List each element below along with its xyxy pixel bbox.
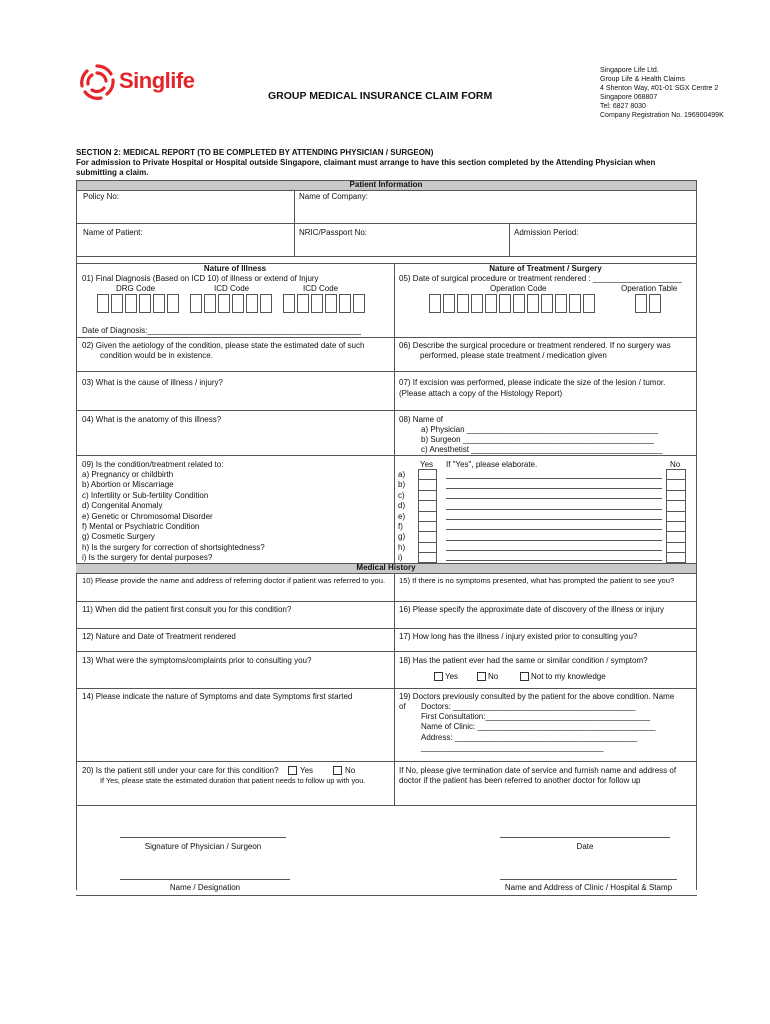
q18-yes-checkbox[interactable] bbox=[434, 672, 443, 681]
q04-label: 04) What is the anatomy of this illness? bbox=[82, 415, 222, 424]
q02-label: 02) Given the aetiology of the condition, please state the estimated date of such bbox=[82, 341, 365, 350]
q06-label-cont: performed, please state treatment / medication given bbox=[420, 351, 607, 360]
operation-table-label: Operation Table bbox=[621, 284, 678, 293]
q20-termination-label-cont: doctor if the patient has been referred to another doctor for follow up bbox=[399, 776, 641, 785]
q09-no-header: No bbox=[670, 460, 681, 469]
q07-field[interactable] bbox=[395, 372, 696, 410]
q09-letter-list: a) b) c) d) e) f) g) h) i) bbox=[398, 470, 406, 563]
q06-label: 06) Describe the surgical procedure or treatment rendered. If no surgery was bbox=[399, 341, 671, 350]
singlife-logo bbox=[77, 62, 202, 102]
q15-field[interactable] bbox=[395, 573, 696, 601]
q18-not-known-checkbox[interactable] bbox=[520, 672, 529, 681]
q03-label: 03) What is the cause of illness / injury? bbox=[82, 378, 223, 387]
q09-yes-checkbox-column[interactable] bbox=[418, 469, 437, 563]
clinic-stamp-line[interactable] bbox=[500, 879, 677, 880]
address-line: Tel: 6827 8030 bbox=[600, 103, 646, 110]
nric-field[interactable] bbox=[295, 224, 509, 256]
q19-doctors-line[interactable]: Doctors: _________________________________________ bbox=[421, 702, 636, 711]
q13-label: 13) What were the symptoms/complaints prior to consulting you? bbox=[82, 656, 312, 665]
icd-code-label-2: ICD Code bbox=[303, 284, 339, 293]
company-name-label: Name of Company: bbox=[299, 192, 368, 201]
patient-name-field[interactable] bbox=[77, 224, 294, 256]
q12-label: 12) Nature and Date of Treatment rendered bbox=[82, 632, 236, 641]
q18-yes-label: Yes bbox=[445, 672, 459, 681]
nature-of-treatment-heading: Nature of Treatment / Surgery bbox=[489, 264, 602, 273]
q18-no-checkbox[interactable] bbox=[477, 672, 486, 681]
address-line: Company Registration No. 196900499K bbox=[600, 112, 724, 119]
admission-period-label: Admission Period: bbox=[514, 228, 579, 237]
address-line: Singapore 068807 bbox=[600, 94, 658, 101]
q09-item: e) Genetic or Chromosomal Disorder bbox=[82, 511, 213, 521]
q09-item: c) Infertility or Sub-fertility Condition bbox=[82, 490, 209, 500]
q16-field[interactable] bbox=[395, 602, 696, 628]
q09-item: d) Congenital Anomaly bbox=[82, 501, 163, 511]
nric-label: NRIC/Passport No: bbox=[299, 228, 368, 237]
q09-item: a) Pregnancy or childbirth bbox=[82, 470, 174, 479]
name-designation-line[interactable] bbox=[120, 879, 290, 880]
q19-address-line[interactable]: Address: _________________________________________ bbox=[421, 732, 638, 742]
q10-label: 10) Please provide the name and address of referring doctor if patient was referred to you. bbox=[82, 576, 386, 585]
q18-label: 18) Has the patient ever had the same or similar condition / symptom? bbox=[399, 656, 648, 665]
admission-period-field[interactable] bbox=[510, 224, 695, 256]
q20-no-label: No bbox=[345, 766, 356, 775]
q11-field[interactable] bbox=[77, 602, 394, 628]
q20-termination-label: If No, please give termination date of service and furnish name and address of bbox=[399, 766, 677, 775]
q09-item: i) Is the surgery for dental purposes? bbox=[82, 553, 213, 563]
physician-signature-label: Signature of Physician / Surgeon bbox=[144, 842, 262, 851]
section-title: SECTION 2: MEDICAL REPORT (TO BE COMPLETED BY ATTENDING PHYSICIAN / SURGEON) bbox=[76, 148, 434, 157]
medical-history-heading: Medical History bbox=[356, 563, 416, 572]
q08-physician-line[interactable]: a) Physician ___________________________________________ bbox=[421, 425, 659, 434]
q14-field[interactable] bbox=[77, 689, 394, 761]
patient-info-heading: Patient Information bbox=[349, 180, 423, 189]
q07-label: 07) If excision was performed, please indicate the size of the lesion / tumor. bbox=[399, 378, 666, 387]
q19-lines[interactable] bbox=[421, 702, 655, 753]
q15-label: 15) If there is no symptoms presented, what has prompted the patient to see you? bbox=[399, 576, 675, 585]
clinic-stamp-label: Name and Address of Clinic / Hospital & Stamp bbox=[504, 883, 673, 892]
drg-code-label: DRG Code bbox=[116, 284, 156, 293]
q19-of-label: of bbox=[399, 702, 406, 711]
nature-of-illness-heading: Nature of Illness bbox=[203, 264, 267, 273]
q08-anesthetist-line[interactable]: c) Anesthetist ___________________________________________ bbox=[421, 445, 663, 454]
operation-code-label: Operation Code bbox=[490, 284, 547, 293]
q11-label: 11) When did the patient first consult you for this condition? bbox=[82, 605, 292, 614]
insurer-address bbox=[600, 66, 724, 120]
q19-clinic-line[interactable]: Name of Clinic: ________________________________________ bbox=[421, 722, 656, 732]
form-title: GROUP MEDICAL INSURANCE CLAIM FORM bbox=[268, 90, 493, 102]
date-label: Date bbox=[576, 842, 594, 851]
q09-item: b) Abortion or Miscarriage bbox=[82, 480, 174, 490]
q17-label: 17) How long has the illness / injury existed prior to consulting you? bbox=[399, 632, 638, 641]
section-instruction: For admission to Private Hospital or Hospital outside Singapore, claimant must arrange to have this section completed by the Attending Physician when submitting a claim. bbox=[76, 158, 656, 177]
patient-name-label: Name of Patient: bbox=[83, 228, 143, 237]
q09-item: h) Is the surgery for correction of shortsightedness? bbox=[82, 542, 265, 552]
date-of-diagnosis-label: Date of Diagnosis:________________________________________________ bbox=[82, 326, 361, 335]
physician-signature-line[interactable] bbox=[120, 837, 286, 838]
q07-label-cont: (Please attach a copy of the Histology Report) bbox=[399, 389, 563, 398]
q08-surgeon-line[interactable]: b) Surgeon ___________________________________________ bbox=[421, 435, 655, 444]
q19-address-line-2[interactable]: _________________________________________ bbox=[421, 742, 604, 752]
q01-label: 01) Final Diagnosis (Based on ICD 10) of illness or extend of Injury bbox=[82, 274, 319, 283]
q09-list bbox=[82, 470, 265, 564]
q20-no-checkbox[interactable] bbox=[333, 766, 342, 775]
q12-field[interactable] bbox=[77, 629, 394, 651]
q17-field[interactable] bbox=[395, 629, 696, 651]
q09-no-checkbox-column[interactable] bbox=[666, 469, 686, 563]
q19-first-consultation-line[interactable]: First Consultation:_____________________________________ bbox=[421, 712, 651, 722]
policy-no-field[interactable] bbox=[77, 190, 294, 223]
company-name-field[interactable] bbox=[295, 190, 695, 223]
q09-yes-header: Yes bbox=[420, 460, 434, 469]
q18-not-known-label: Not to my knowledge bbox=[531, 672, 606, 681]
q14-label: 14) Please indicate the nature of Symptoms and date Symptoms first started bbox=[82, 692, 353, 701]
q02-label-cont: condition would be in existence. bbox=[100, 351, 213, 360]
q16-label: 16) Please specify the approximate date of discovery of the illness or injury bbox=[399, 605, 665, 614]
q18-no-label: No bbox=[488, 672, 499, 681]
brand-name: Singlife bbox=[119, 68, 195, 93]
q20-duration-label: If Yes, please state the estimated duration that patient needs to follow up with you. bbox=[100, 776, 366, 785]
q08-label: 08) Name of bbox=[399, 415, 444, 424]
q09-item: g) Cosmetic Surgery bbox=[82, 532, 155, 542]
icd-code-label-1: ICD Code bbox=[214, 284, 250, 293]
q06-field[interactable] bbox=[395, 338, 696, 371]
q05-label: 05) Date of surgical procedure or treatment rendered : ____________________ bbox=[399, 274, 682, 283]
q19-label: 19) Doctors previously consulted by the patient for the above condition. Name bbox=[399, 692, 675, 701]
policy-no-label: Policy No: bbox=[83, 192, 120, 201]
q09-elaborate-header: If "Yes", please elaborate. bbox=[446, 460, 538, 469]
date-line[interactable] bbox=[500, 837, 670, 838]
q20-yes-checkbox[interactable] bbox=[288, 766, 297, 775]
q20-yes-label: Yes bbox=[300, 766, 314, 775]
q10-field[interactable] bbox=[77, 573, 394, 601]
name-designation-label: Name / Designation bbox=[169, 883, 241, 892]
address-line: Group Life & Health Claims bbox=[600, 76, 685, 83]
q20-label: 20) Is the patient still under your care for this condition? bbox=[82, 766, 279, 775]
address-line: Singapore Life Ltd. bbox=[600, 67, 659, 74]
q13-field[interactable] bbox=[77, 652, 394, 688]
q09-item: f) Mental or Psychiatric Condition bbox=[82, 522, 200, 532]
singlife-logo-mark-icon bbox=[77, 62, 117, 102]
address-line: 4 Shenton Way, #01-01 SGX Centre 2 bbox=[600, 85, 719, 92]
q02-field[interactable] bbox=[77, 338, 394, 371]
q04-field[interactable] bbox=[77, 411, 394, 455]
q03-field[interactable] bbox=[77, 372, 394, 410]
q09-label: 09) Is the condition/treatment related to: bbox=[82, 460, 224, 469]
